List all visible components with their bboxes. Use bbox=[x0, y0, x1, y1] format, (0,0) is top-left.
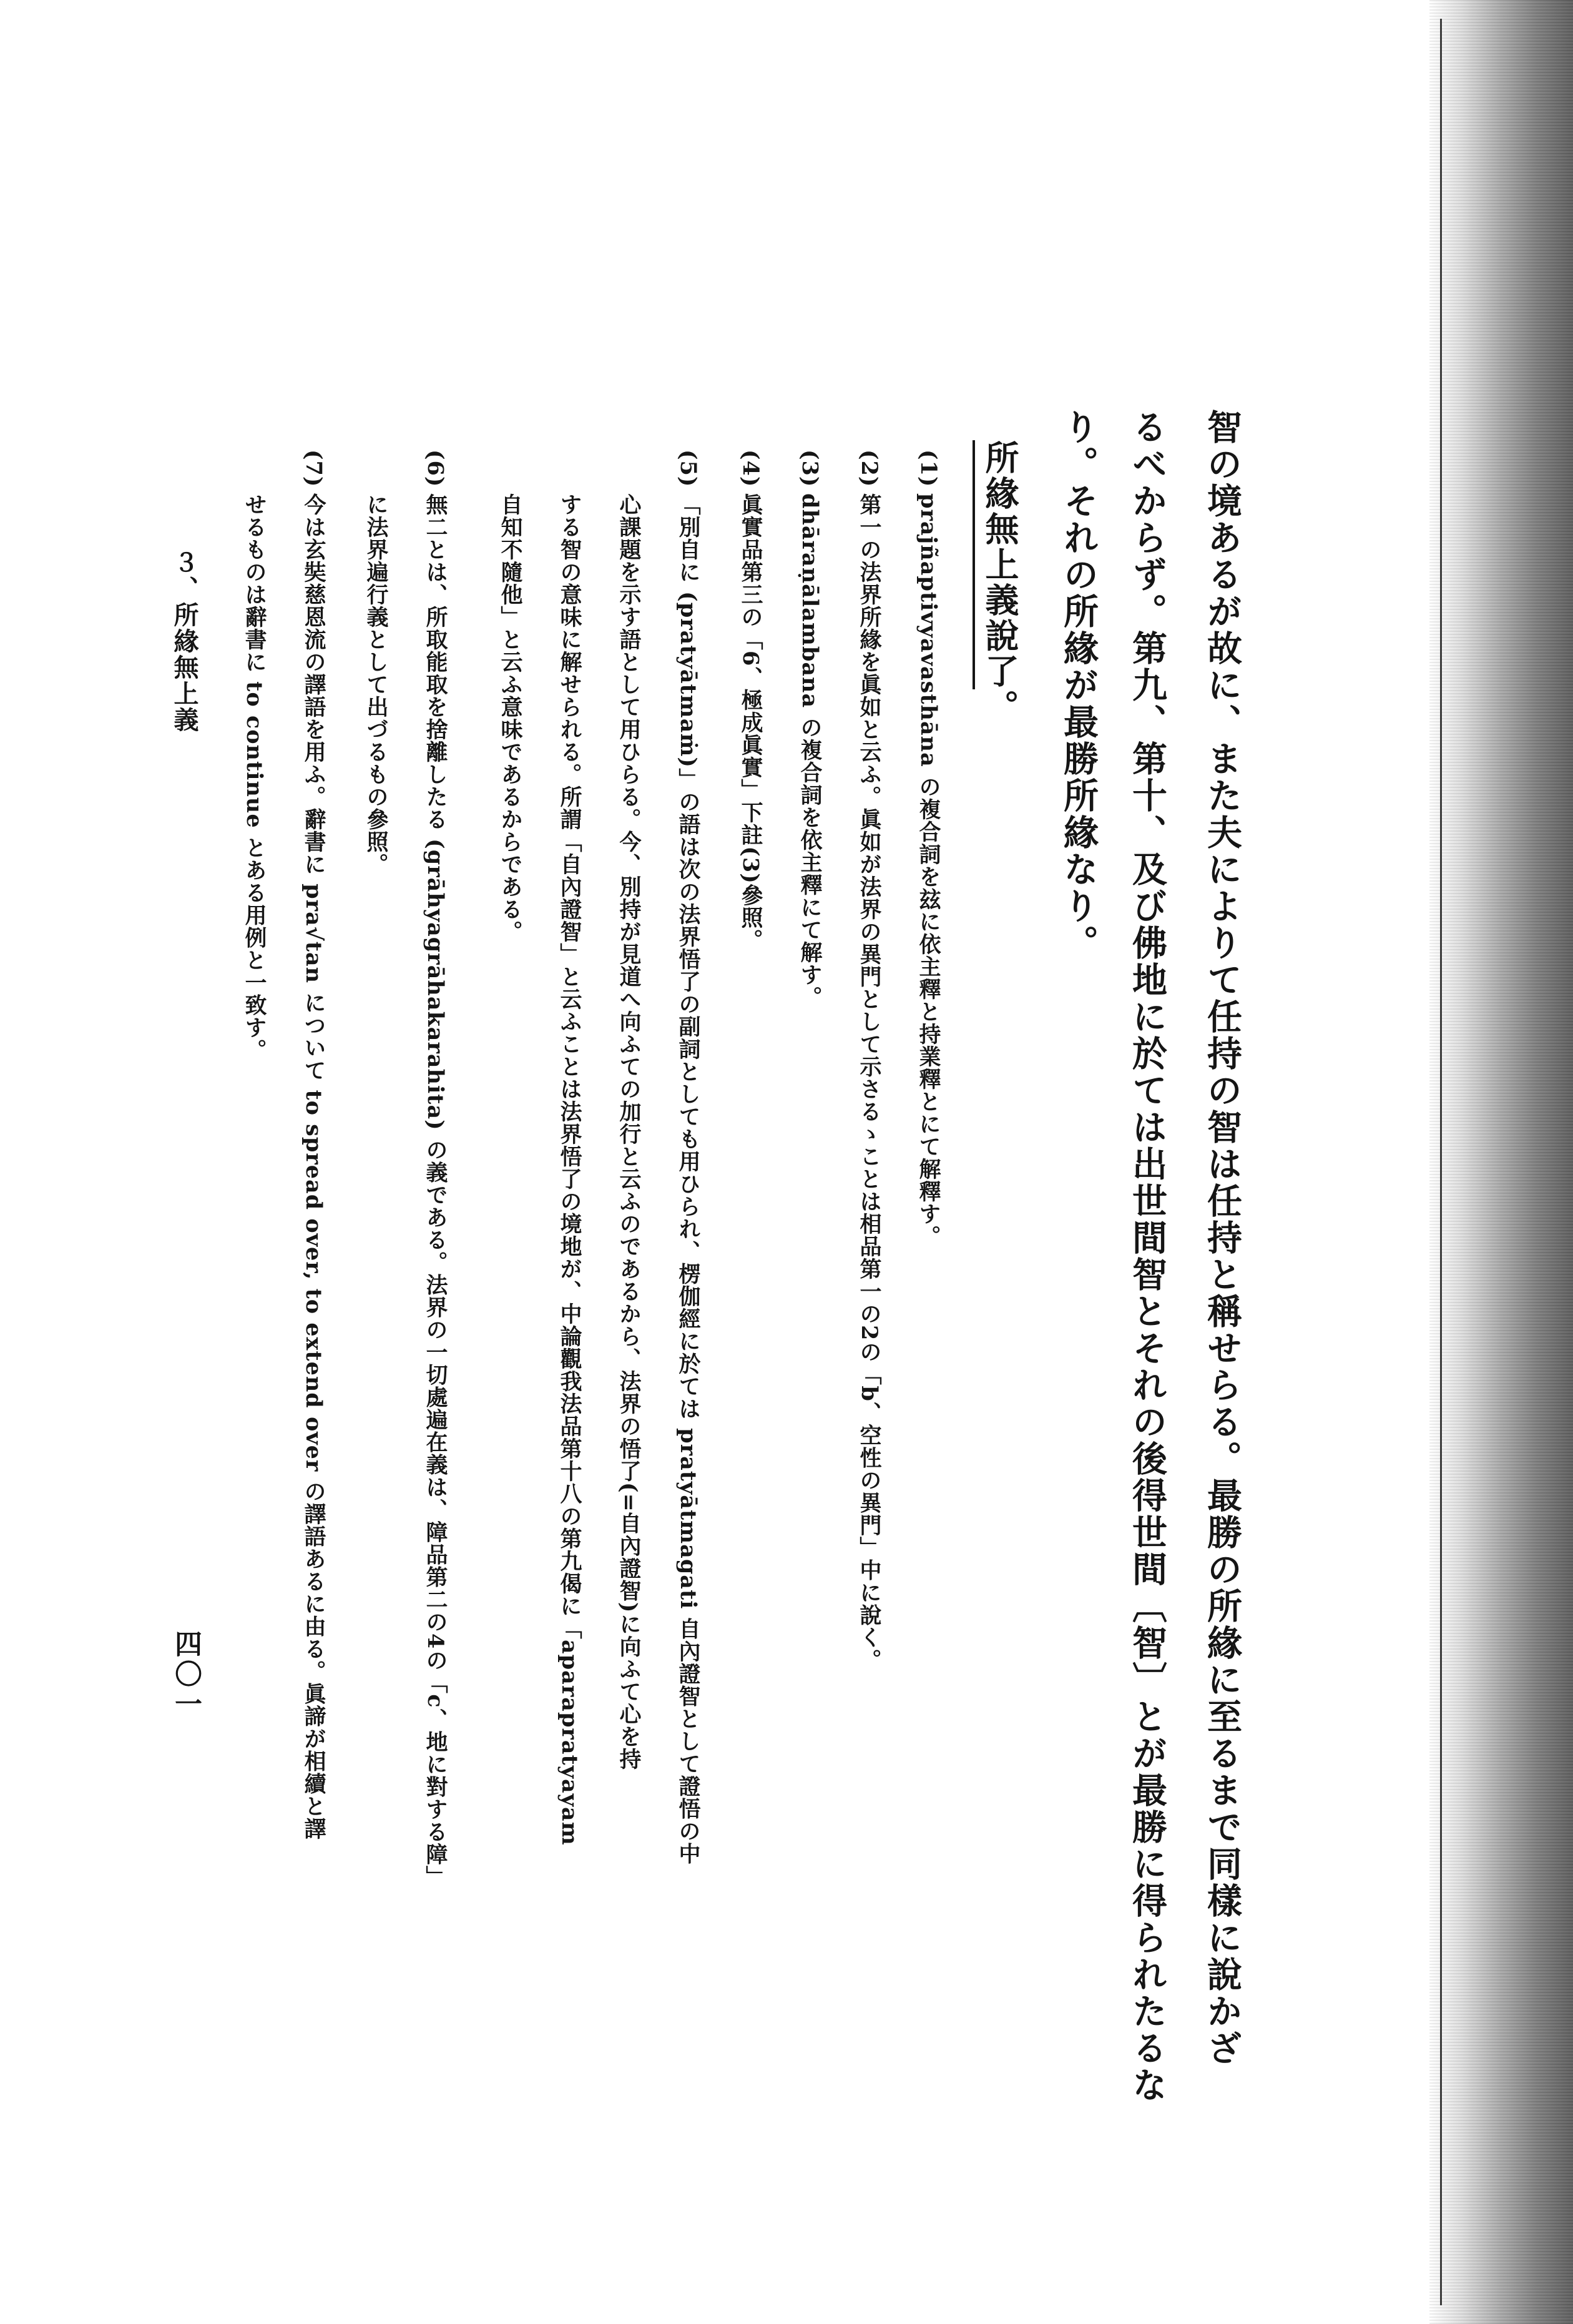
note-5-line-4: 自知不隨他」と云ふ意味であるからである。 bbox=[497, 493, 523, 943]
note-3-number: (3) bbox=[797, 450, 823, 488]
note-2-line-1: 第一の法界所緣を眞如と云ふ。眞如が法界の異門として示さるゝことは相品第一の2の「b、空性の異門」中に說く。 bbox=[856, 493, 882, 1672]
note-2-number: (2) bbox=[856, 450, 882, 488]
section-heading-punct: 。 bbox=[980, 689, 1020, 725]
running-head: ３、所緣無上義 bbox=[170, 549, 199, 733]
note-7-line-2: せるものは辭書に to continue とある用例と一致す。 bbox=[242, 493, 267, 1061]
page-number: 四〇一 bbox=[170, 1630, 202, 1720]
note-5-line-2: 心課題を示す語として用ひらる。今、別持が見道へ向ふての加行と云ふのであるから、法界の悟了(=自內證智)に向ふて心を持 bbox=[616, 493, 642, 1771]
note-5-line-3: する智の意味に解せられる。所謂「自內證智」と云ふことは法界悟了の境地が、中論觀我法品第十八の第九偈に「aparapratyayam bbox=[557, 493, 582, 1846]
main-text-line-3: り。それの所緣が最勝所緣なり。 bbox=[1058, 409, 1099, 962]
note-1-number: (1) bbox=[916, 450, 941, 488]
note-5-line-1: 「別自に (pratyātmaṁ)」の語は次の法界悟了の副詞としても用ひられ、楞伽經に於ては pratyātmagati 自內證智として證悟の中 bbox=[675, 493, 701, 1865]
note-3-line-1: dhāraṇālambana の複合詞を依主釋にて解す。 bbox=[797, 493, 823, 1009]
note-6-line-2: に法界遍行義として出づるもの參照。 bbox=[363, 493, 389, 875]
note-4-line-1: 眞實品第三の「6、極成眞實」下註(3)參照。 bbox=[738, 493, 763, 952]
note-7-number: (7) bbox=[301, 450, 326, 488]
main-text-line-2: るべからず。第九、第十、及び佛地に於ては出世間智とそれの後得世間〔智〕とが最勝に得られたるな bbox=[1127, 409, 1168, 2104]
scanner-shadow bbox=[1429, 0, 1573, 2324]
note-1-line-1: prajñaptivyavasthāna の複合詞を玆に依主釋と持業釋とにて解釋す。 bbox=[916, 493, 941, 1248]
note-6-number: (6) bbox=[423, 450, 448, 488]
note-7-line-1: 今は玄奘慈恩流の譯語を用ふ。辭書に pra√tan について to spread over, to extend over の譯語あるに由る。眞諦が相續と譯 bbox=[301, 493, 326, 1840]
main-text-line-1: 智の境あるが故に、また夫によりて任持の智は任持と稱せらる。最勝の所緣に至るまで同樣に說かざ bbox=[1202, 409, 1243, 2067]
section-heading bbox=[980, 440, 1020, 725]
note-4-number: (4) bbox=[738, 450, 763, 488]
binding-line bbox=[1440, 19, 1442, 2305]
section-heading-title: 所緣無上義說了 bbox=[973, 440, 1020, 689]
note-5-number: (5) bbox=[675, 450, 701, 488]
note-6-line-1: 無二とは、所取能取を捨離したる (grāhyagrāhakarahita) の義である。法界の一切處遍在義は、障品第二の4の「c、地に對する障」 bbox=[423, 493, 448, 1888]
